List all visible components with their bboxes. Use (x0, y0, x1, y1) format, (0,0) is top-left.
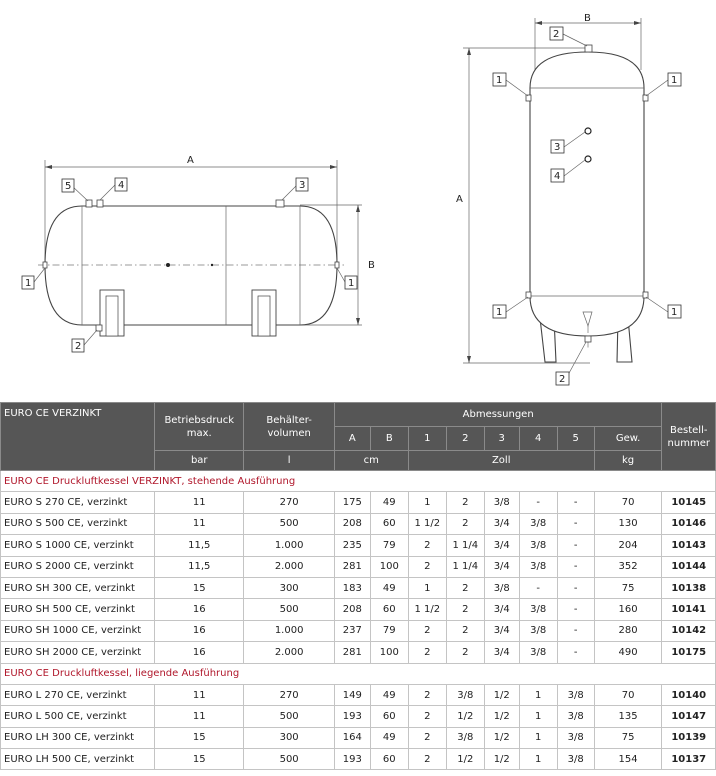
model-name: EURO SH 2000 CE, verzinkt (1, 642, 155, 663)
table-cell: 193 (334, 706, 370, 727)
model-name: EURO SH 1000 CE, verzinkt (1, 620, 155, 641)
table-cell: 3/8 (557, 706, 594, 727)
svg-text:4: 4 (118, 180, 125, 191)
table-cell: 49 (370, 492, 408, 513)
table-cell: 3/4 (484, 599, 519, 620)
order-number: 10175 (662, 642, 716, 663)
table-cell: 3/8 (446, 727, 484, 748)
callout-4 (100, 178, 127, 200)
table-cell: 183 (334, 577, 370, 598)
table-cell: 2 (408, 535, 446, 556)
svg-text:2: 2 (559, 374, 566, 385)
table-cell: 280 (594, 620, 662, 641)
table-cell: 3/4 (484, 642, 519, 663)
table-cell: 11,5 (155, 556, 244, 577)
table-row (1, 620, 716, 641)
horizontal-dim-b-label: B (368, 260, 375, 271)
table-cell: 1 1/2 (408, 513, 446, 534)
header-volume: Behälter-volumen (244, 403, 334, 451)
table-cell: 130 (594, 513, 662, 534)
order-number: 10137 (662, 749, 716, 770)
callout-1-upper-left (493, 73, 528, 96)
header-dim-3: 3 (484, 427, 519, 451)
model-name: EURO S 2000 CE, verzinkt (1, 556, 155, 577)
table-cell: 49 (370, 577, 408, 598)
header-product: EURO CE VERZINKT (1, 403, 155, 471)
table-cell: 1/2 (446, 749, 484, 770)
table-cell: 100 (370, 556, 408, 577)
order-number: 10145 (662, 492, 716, 513)
table-cell: 1/2 (446, 706, 484, 727)
callout-2 (72, 330, 97, 352)
table-cell: 79 (370, 535, 408, 556)
table-cell: 2 (408, 556, 446, 577)
table-cell: 49 (370, 684, 408, 705)
table-cell: 3/8 (484, 577, 519, 598)
table-cell: 2 (446, 492, 484, 513)
unit-kg: kg (594, 451, 662, 471)
section-title: EURO CE Druckluftkessel VERZINKT, stehende Ausführung (1, 471, 716, 492)
model-name: EURO SH 500 CE, verzinkt (1, 599, 155, 620)
table-cell: 1/2 (484, 749, 519, 770)
header-dim-5: 5 (557, 427, 594, 451)
table-cell: 1.000 (244, 620, 334, 641)
callout-1-upper-right (646, 73, 681, 96)
svg-text:3: 3 (299, 180, 306, 191)
svg-text:2: 2 (553, 29, 560, 40)
model-name: EURO S 500 CE, verzinkt (1, 513, 155, 534)
table-cell: 3/8 (557, 749, 594, 770)
table-row (1, 577, 716, 598)
table-cell: - (557, 535, 594, 556)
table-row (1, 706, 716, 727)
order-number: 10138 (662, 577, 716, 598)
table-cell: 1 (408, 577, 446, 598)
table-cell: 270 (244, 492, 334, 513)
table-cell: 3/8 (484, 492, 519, 513)
table-cell: 2.000 (244, 642, 334, 663)
table-cell: - (519, 577, 557, 598)
svg-text:1: 1 (25, 278, 32, 289)
callout-1-lower-left (493, 297, 528, 318)
callout-1-left (22, 268, 45, 289)
table-cell: 15 (155, 727, 244, 748)
order-number: 10139 (662, 727, 716, 748)
section-title: EURO CE Druckluftkessel, liegende Ausführung (1, 663, 716, 684)
section-header (1, 471, 716, 492)
svg-text:1: 1 (496, 307, 503, 318)
table-cell: 3/4 (484, 513, 519, 534)
model-name: EURO L 270 CE, verzinkt (1, 684, 155, 705)
table-row (1, 535, 716, 556)
table-cell: 1 (519, 727, 557, 748)
table-cell: 79 (370, 620, 408, 641)
table-cell: 3/8 (557, 727, 594, 748)
svg-text:3: 3 (554, 142, 561, 153)
horizontal-dim-a-label: A (187, 155, 194, 166)
table-cell: 270 (244, 684, 334, 705)
order-number: 10140 (662, 684, 716, 705)
table-cell: 1/2 (484, 684, 519, 705)
table-cell: 3/8 (557, 684, 594, 705)
table-cell: 60 (370, 599, 408, 620)
table-cell: 75 (594, 577, 662, 598)
table-cell: 16 (155, 599, 244, 620)
table-cell: 11 (155, 492, 244, 513)
table-cell: 281 (334, 556, 370, 577)
table-cell: 160 (594, 599, 662, 620)
table-cell: 1/2 (484, 727, 519, 748)
table-cell: - (557, 599, 594, 620)
table-row (1, 556, 716, 577)
table-cell: 2 (408, 620, 446, 641)
model-name: EURO S 1000 CE, verzinkt (1, 535, 155, 556)
vertical-dim-a-label: A (456, 194, 463, 205)
table-cell: 3/8 (519, 620, 557, 641)
table-cell: - (557, 577, 594, 598)
unit-cm: cm (334, 451, 408, 471)
table-cell: 70 (594, 492, 662, 513)
table-cell: 1 (408, 492, 446, 513)
table-cell: 3/4 (484, 556, 519, 577)
table-cell: 208 (334, 599, 370, 620)
table-cell: 500 (244, 513, 334, 534)
table-cell: - (557, 513, 594, 534)
svg-text:4: 4 (554, 171, 561, 182)
header-dim-a: A (334, 427, 370, 451)
table-cell: 1/2 (484, 706, 519, 727)
table-cell: 70 (594, 684, 662, 705)
callout-5 (62, 179, 88, 201)
table-row (1, 513, 716, 534)
svg-text:1: 1 (671, 307, 678, 318)
unit-liter: l (244, 451, 334, 471)
table-cell: 15 (155, 749, 244, 770)
callout-3 (282, 178, 308, 200)
table-cell: 1 1/4 (446, 556, 484, 577)
order-number: 10143 (662, 535, 716, 556)
order-number: 10141 (662, 599, 716, 620)
model-name: EURO LH 500 CE, verzinkt (1, 749, 155, 770)
order-number: 10142 (662, 620, 716, 641)
table-cell: - (557, 620, 594, 641)
order-number: 10144 (662, 556, 716, 577)
table-cell: 2.000 (244, 556, 334, 577)
order-number: 10147 (662, 706, 716, 727)
table-cell: 204 (594, 535, 662, 556)
table-row (1, 684, 716, 705)
table-cell: 175 (334, 492, 370, 513)
table-cell: - (557, 556, 594, 577)
table-cell: 16 (155, 620, 244, 641)
table-cell: 60 (370, 749, 408, 770)
table-cell: 208 (334, 513, 370, 534)
svg-text:1: 1 (348, 278, 355, 289)
table-cell: 135 (594, 706, 662, 727)
table-cell: 500 (244, 706, 334, 727)
table-cell: 16 (155, 642, 244, 663)
table-cell: 1.000 (244, 535, 334, 556)
table-cell: 3/8 (519, 556, 557, 577)
table-cell: 2 (408, 642, 446, 663)
table-cell: 164 (334, 727, 370, 748)
table-cell: 60 (370, 513, 408, 534)
table-cell: 352 (594, 556, 662, 577)
table-cell: 2 (446, 620, 484, 641)
table-cell: - (557, 642, 594, 663)
callout-2-top (550, 27, 587, 46)
table-cell: 2 (408, 749, 446, 770)
table-cell: 3/8 (519, 513, 557, 534)
table-cell: 11 (155, 684, 244, 705)
table-cell: 3/4 (484, 620, 519, 641)
table-row (1, 599, 716, 620)
table-cell: 235 (334, 535, 370, 556)
table-cell: 11 (155, 706, 244, 727)
table-cell: 1 (519, 706, 557, 727)
vertical-tank-drawing (456, 13, 681, 385)
unit-bar: bar (155, 451, 244, 471)
table-cell: 3/8 (519, 642, 557, 663)
table-cell: 237 (334, 620, 370, 641)
section-header (1, 663, 716, 684)
table-cell: 3/4 (484, 535, 519, 556)
table-cell: - (557, 492, 594, 513)
table-cell: 60 (370, 706, 408, 727)
table-cell: 2 (446, 577, 484, 598)
table-cell: 300 (244, 577, 334, 598)
header-order: Bestell-nummer (662, 403, 716, 471)
model-name: EURO S 270 CE, verzinkt (1, 492, 155, 513)
unit-zoll: Zoll (408, 451, 594, 471)
spec-table-body (1, 471, 716, 770)
table-cell: 1 1/2 (408, 599, 446, 620)
header-pressure: Betriebsdruck max. (155, 403, 244, 451)
table-cell: 2 (408, 706, 446, 727)
table-cell: 11,5 (155, 535, 244, 556)
header-dim-4: 4 (519, 427, 557, 451)
table-cell: 300 (244, 727, 334, 748)
table-cell: 2 (408, 684, 446, 705)
table-cell: 1 (519, 684, 557, 705)
table-row (1, 642, 716, 663)
table-cell: 2 (446, 513, 484, 534)
table-cell: 500 (244, 599, 334, 620)
callout-1-right (337, 268, 357, 289)
header-dim-b: B (370, 427, 408, 451)
table-cell: - (519, 492, 557, 513)
vertical-dim-b-label: B (584, 13, 591, 24)
header-dim-1: 1 (408, 427, 446, 451)
table-cell: 154 (594, 749, 662, 770)
header-dimensions: Abmessungen (334, 403, 662, 427)
table-row (1, 492, 716, 513)
table-cell: 500 (244, 749, 334, 770)
table-cell: 2 (446, 599, 484, 620)
table-row (1, 727, 716, 748)
table-cell: 11 (155, 513, 244, 534)
spec-table (0, 402, 716, 770)
order-number: 10146 (662, 513, 716, 534)
table-cell: 490 (594, 642, 662, 663)
model-name: EURO L 500 CE, verzinkt (1, 706, 155, 727)
table-cell: 193 (334, 749, 370, 770)
svg-text:1: 1 (496, 75, 503, 86)
callout-2-bottom (556, 342, 586, 385)
table-cell: 3/8 (519, 535, 557, 556)
table-cell: 149 (334, 684, 370, 705)
header-weight: Gew. (594, 427, 662, 451)
svg-text:1: 1 (671, 75, 678, 86)
svg-text:2: 2 (75, 341, 82, 352)
table-cell: 15 (155, 577, 244, 598)
callout-1-lower-right (646, 297, 681, 318)
table-cell: 281 (334, 642, 370, 663)
table-row (1, 749, 716, 770)
table-cell: 3/8 (519, 599, 557, 620)
table-cell: 2 (446, 642, 484, 663)
svg-text:5: 5 (65, 181, 72, 192)
table-cell: 3/8 (446, 684, 484, 705)
table-cell: 100 (370, 642, 408, 663)
table-cell: 2 (408, 727, 446, 748)
model-name: EURO SH 300 CE, verzinkt (1, 577, 155, 598)
table-cell: 75 (594, 727, 662, 748)
table-cell: 1 (519, 749, 557, 770)
header-dim-2: 2 (446, 427, 484, 451)
table-cell: 49 (370, 727, 408, 748)
horizontal-tank-drawing (22, 155, 375, 352)
table-cell: 1 1/4 (446, 535, 484, 556)
model-name: EURO LH 300 CE, verzinkt (1, 727, 155, 748)
